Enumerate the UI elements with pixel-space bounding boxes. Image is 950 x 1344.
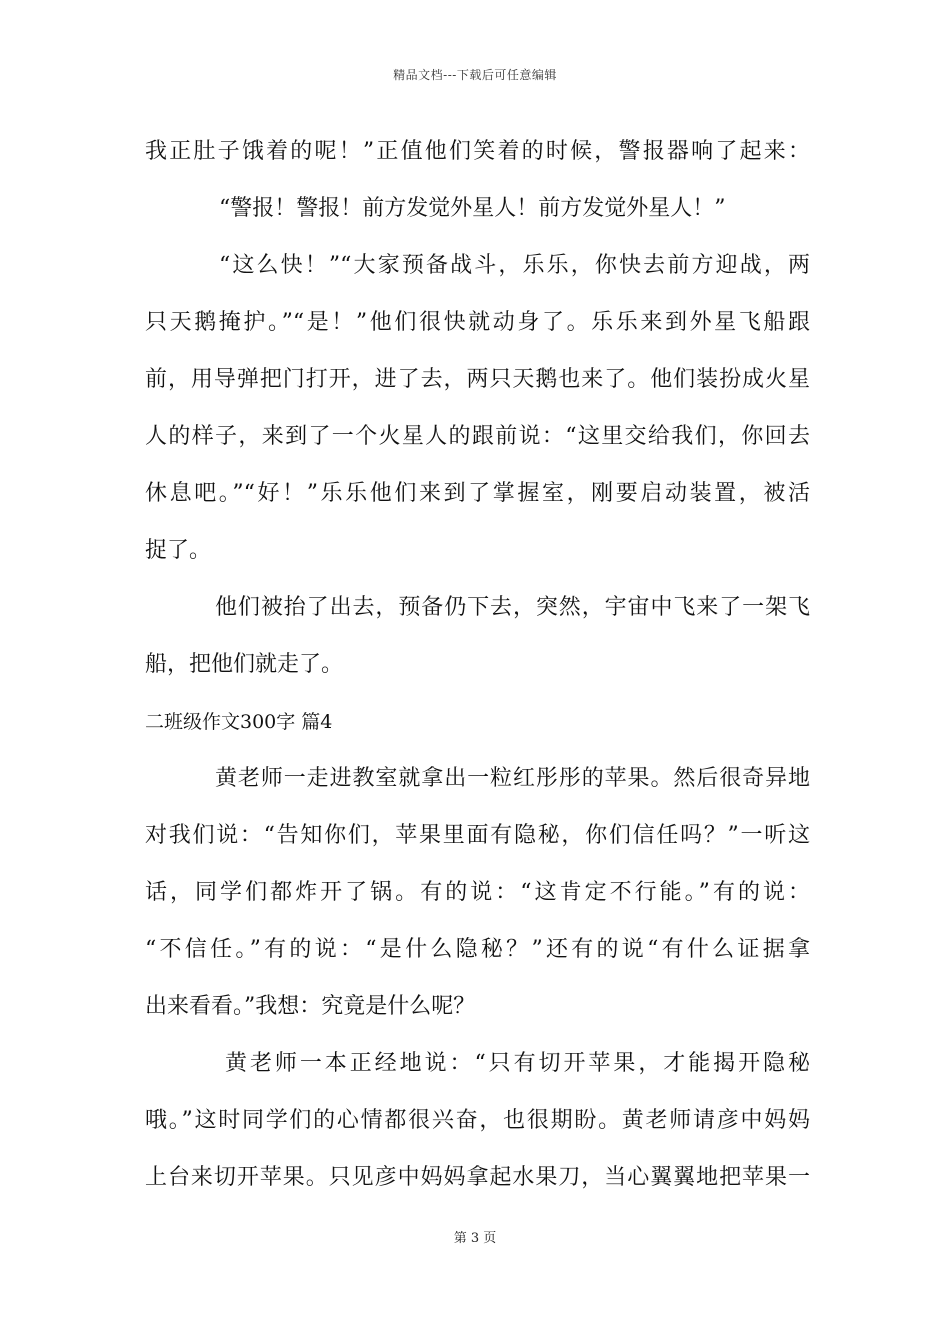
- page-number: 第 3 页: [453, 1231, 497, 1246]
- text-line: 话，同学们都炸开了锅。有的说：“这肯定不行能。”有的说：: [145, 880, 810, 905]
- text-line: 黄老师一走进教室就拿出一粒红彤彤的苹果。然后很奇异地: [215, 766, 810, 791]
- text-line: “警报！警报！前方发觉外星人！前方发觉外星人！”: [219, 196, 726, 221]
- text-line: 人的样子，来到了一个火星人的跟前说：“这里交给我们，你回去: [145, 424, 810, 449]
- text-line: 哦。”这时同学们的心情都很兴奋，也很期盼。黄老师请彦中妈妈: [145, 1108, 810, 1133]
- text-line: 我正肚子饿着的呢！”正值他们笑着的时候，警报器响了起来：: [145, 139, 810, 164]
- section-heading: 二班级作文300字 篇4: [145, 711, 333, 733]
- text-line: 只天鹅掩护。”“是！”他们很快就动身了。乐乐来到外星飞船跟: [145, 310, 810, 335]
- text-line: 对我们说：“告知你们，苹果里面有隐秘，你们信任吗？”一听这: [145, 823, 810, 848]
- text-line: “这么快！”“大家预备战斗，乐乐，你快去前方迎战，两: [219, 253, 810, 278]
- page-header: 精品文档---下载后可任意编辑: [393, 68, 557, 82]
- text-line: “不信任。”有的说：“是什么隐秘？”还有的说“有什么证据拿: [145, 937, 810, 962]
- document-body: [145, 132, 810, 1215]
- text-line: 休息吧。”“好！”乐乐他们来到了掌握室，刚要启动装置，被活: [145, 481, 810, 506]
- text-line: 船，把他们就走了。: [145, 652, 344, 677]
- text-line: 出来看看。”我想：究竟是什么呢？: [145, 994, 476, 1019]
- text-line: 黄老师一本正经地说：“只有切开苹果，才能揭开隐秘: [225, 1051, 810, 1076]
- text-line: 他们被抬了出去，预备仍下去，突然，宇宙中飞来了一架飞: [215, 595, 810, 620]
- text-line: 上台来切开苹果。只见彦中妈妈拿起水果刀，当心翼翼地把苹果一: [145, 1165, 810, 1190]
- text-line: 前，用导弹把门打开，进了去，两只天鹅也来了。他们装扮成火星: [145, 367, 810, 392]
- text-line: 捉了。: [145, 538, 212, 563]
